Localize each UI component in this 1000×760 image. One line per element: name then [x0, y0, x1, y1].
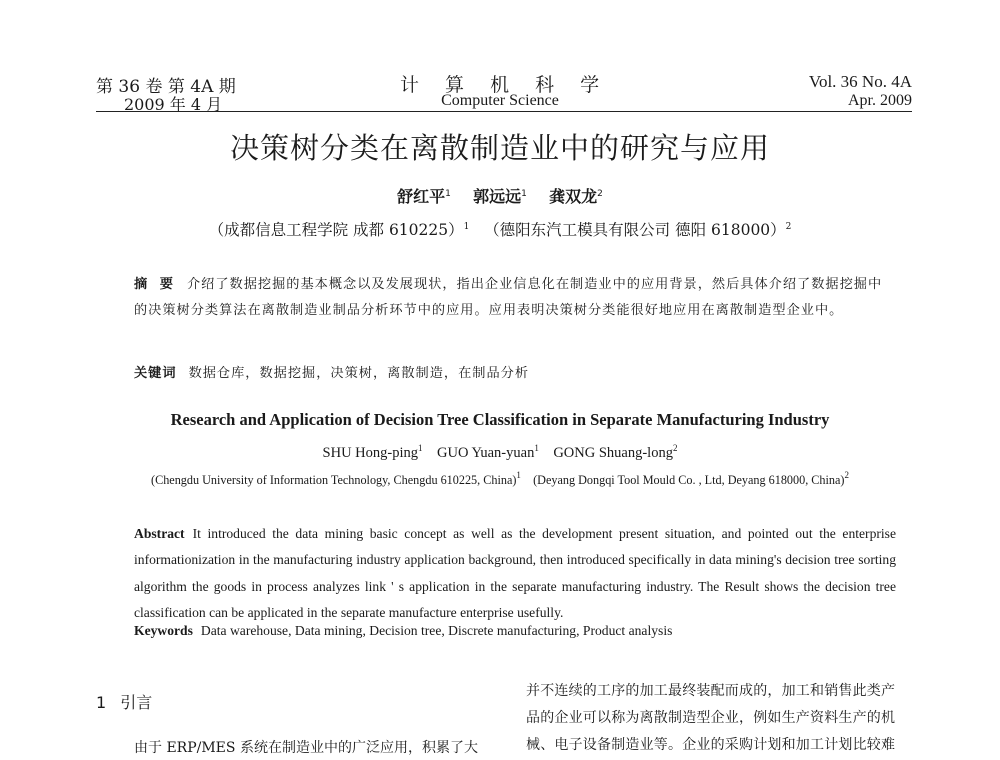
volume-en: Vol. 36 No. 4A	[808, 72, 912, 91]
journal-issue-cn: 第 36 卷 第 4A 期	[96, 77, 236, 97]
body-line: 品的企业可以称为离散制造型企业，例如生产资料生产的机	[526, 710, 896, 726]
abstract-cn	[134, 272, 894, 324]
body-line: 械、电子设备制造业等。企业的采购计划和加工计划比较难	[526, 737, 896, 753]
authors-en	[0, 443, 1000, 462]
authors-cn	[0, 184, 1000, 207]
author-en: GONG Shuang-long$^2$	[553, 443, 678, 461]
author-en: GUO Yuan-yuan$^1$	[437, 443, 539, 461]
keywords-en-text: Data warehouse, Data mining, Decision tree, Discrete manufacturing, Product analysis	[200, 623, 673, 638]
affiliations-cn	[0, 218, 1000, 240]
abstract-en	[134, 521, 896, 627]
keywords-cn-text: 数据仓库，数据挖掘，决策树，离散制造，在制品分析	[188, 366, 530, 381]
date-cn: 2009 年 4 月	[124, 95, 223, 114]
affiliation-cn: （德阳东汽工模具有限公司 德阳 618000）$^2$	[484, 221, 792, 239]
body-text-right	[526, 678, 918, 759]
journal-name-cn: 计 算 机 科 学	[400, 74, 610, 96]
keywords-en-label: Keywords	[134, 623, 193, 638]
body-text-left: 由于 ERP/MES 系统在制造业中的广泛应用，积累了大	[134, 740, 478, 756]
affiliation-en: (Deyang Dongqi Tool Mould Co. , Ltd, Deyang 618000, China)$^2$	[533, 470, 849, 487]
keywords-en	[134, 623, 672, 639]
header-rule	[96, 111, 912, 112]
section-title: 引言	[120, 693, 153, 712]
author-en: SHU Hong-ping$^1$	[322, 443, 423, 461]
author-cn: 舒红平$^1$	[397, 187, 451, 206]
affiliation-en: (Chengdu University of Information Technology, Chengdu 610225, China)$^1$	[151, 470, 521, 487]
author-cn: 龚双龙$^2$	[549, 187, 603, 206]
abstract-en-text: It introduced the data mining basic concept as well as the development present situation, and pointed out the enterprise informationization in the manufacturing industry application background, then introduced specifically in data mining's decision tree sorting algorithm the goods in process analyzes link ' s application in the separate manufacturing industry. The Result shows the decision tree classification can be applicated in the separate manufacture enterprise usefully.	[134, 526, 896, 621]
section-heading	[96, 690, 152, 713]
date-en: Apr. 2009	[848, 92, 912, 109]
affiliation-cn: （成都信息工程学院 成都 610225）$^1$	[208, 221, 470, 239]
section-number: 1	[96, 693, 107, 712]
paper-title-en: Research and Application of Decision Tree Classification in Separate Manufacturing Industry	[170, 410, 830, 429]
journal-name-en: Computer Science	[441, 92, 559, 109]
abstract-en-label: Abstract	[134, 526, 185, 541]
paper-title-cn: 决策树分类在离散制造业中的研究与应用	[229, 131, 770, 165]
keywords-cn-label: 关键词	[134, 366, 177, 381]
keywords-cn	[134, 362, 529, 381]
abstract-cn-text: 介绍了数据挖掘的基本概念以及发展现状，指出企业信息化在制造业中的应用背景，然后具体介绍了数据挖掘中的决策树分类算法在离散制造业制品分析环节中的应用。应用表明决策树分类能很好地应用在离散制造型企业中。	[134, 277, 883, 318]
author-cn: 郭远远$^1$	[473, 187, 527, 206]
body-line: 并不连续的工序的加工最终装配而成的，加工和销售此类产	[526, 683, 896, 699]
affiliations-en	[0, 470, 1000, 488]
abstract-cn-label: 摘 要	[134, 277, 177, 292]
